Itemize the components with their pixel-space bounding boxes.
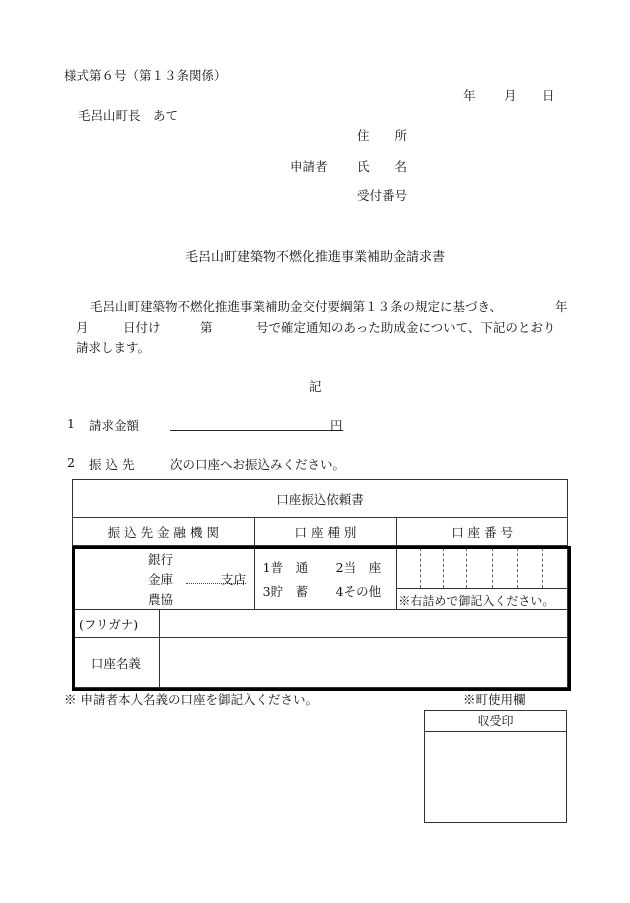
body-line-1: 毛呂山町建築物不燃化推進事業補助金交付要綱第１３条の規定に基づき、 — [90, 299, 503, 314]
furigana-field[interactable] — [159, 610, 567, 638]
amount-unit: 円 — [330, 418, 343, 433]
reception-number-label: 受付番号 — [357, 188, 408, 203]
account-name-label: 口座名義 — [73, 638, 160, 688]
bank-name-cell[interactable] — [73, 546, 255, 610]
date-month-label: 月 — [504, 88, 517, 103]
address-label: 住 所 — [357, 128, 408, 143]
digit-divider — [517, 548, 519, 588]
body-line-2: 号で確定通知のあった助成金について、下記のとおり — [256, 320, 556, 335]
account-type-chochiku[interactable]: 3貯 蓄 — [262, 584, 309, 599]
digit-divider — [542, 548, 544, 588]
bank-table-title: 口座振込依頼書 — [73, 480, 568, 518]
col-account-number-header: 口 座 番 号 — [397, 518, 568, 546]
addressee: 毛呂山町長 あて — [78, 108, 179, 123]
body-year-label: 年 — [555, 299, 568, 314]
account-number-cell[interactable] — [397, 546, 568, 610]
stamp-header: 収受印 — [425, 711, 566, 732]
body-month-label: 月 — [76, 320, 89, 335]
inst-type-nokyo: 農協 — [148, 592, 174, 607]
office-use-label: ※町使用欄 — [463, 692, 526, 707]
digit-divider — [492, 548, 494, 588]
col-account-type-header: 口 座 種 別 — [254, 518, 397, 546]
form-number: 様式第６号（第１３条関係） — [64, 68, 227, 83]
account-name-field[interactable] — [159, 638, 567, 688]
body-line-3: 請求します。 — [76, 340, 151, 355]
body-date-label: 日付け — [123, 320, 161, 335]
item2-instruction: 次の口座へお振込みください。 — [170, 457, 346, 472]
account-type-other[interactable]: 4その他 — [335, 584, 382, 599]
office-use-box — [424, 710, 567, 823]
bank-transfer-table — [72, 479, 568, 688]
body-number-prefix: 第 — [200, 320, 213, 335]
account-type-cell[interactable] — [254, 546, 397, 610]
inst-type-shinkin: 金庫 — [148, 572, 174, 587]
account-number-note-divider — [397, 588, 568, 589]
document-title: 毛呂山町建築物不燃化推進事業補助金請求書 — [184, 250, 445, 265]
ki-label: 記 — [309, 379, 322, 394]
date-day-label: 日 — [542, 88, 555, 103]
account-type-toza[interactable]: 2当 座 — [335, 560, 382, 575]
stamp-area — [425, 732, 566, 822]
account-type-futsu[interactable]: 1普 通 — [262, 560, 309, 575]
branch-label: 支店 — [221, 572, 247, 587]
col-bank-header: 振 込 先 金 融 機 関 — [73, 518, 255, 546]
right-align-note: ※右詰めで御記入ください。 — [398, 594, 555, 608]
date-year-label: 年 — [463, 88, 476, 103]
furigana-label: (フリガナ) — [73, 610, 160, 638]
digit-divider — [466, 548, 468, 588]
item2-number: 2 — [67, 455, 75, 470]
inst-type-bank: 銀行 — [148, 552, 174, 567]
applicant-label: 申請者 — [290, 159, 328, 174]
digit-divider — [420, 548, 422, 588]
item1-label: 請求金額 — [89, 418, 140, 433]
footnote: ※ 申請者本人名義の口座を御記入ください。 — [64, 692, 318, 707]
digit-divider — [443, 548, 445, 588]
amount-underline — [170, 430, 343, 431]
item2-label: 振 込 先 — [89, 457, 135, 472]
name-label: 氏 名 — [357, 159, 408, 174]
item1-number: 1 — [67, 416, 75, 431]
